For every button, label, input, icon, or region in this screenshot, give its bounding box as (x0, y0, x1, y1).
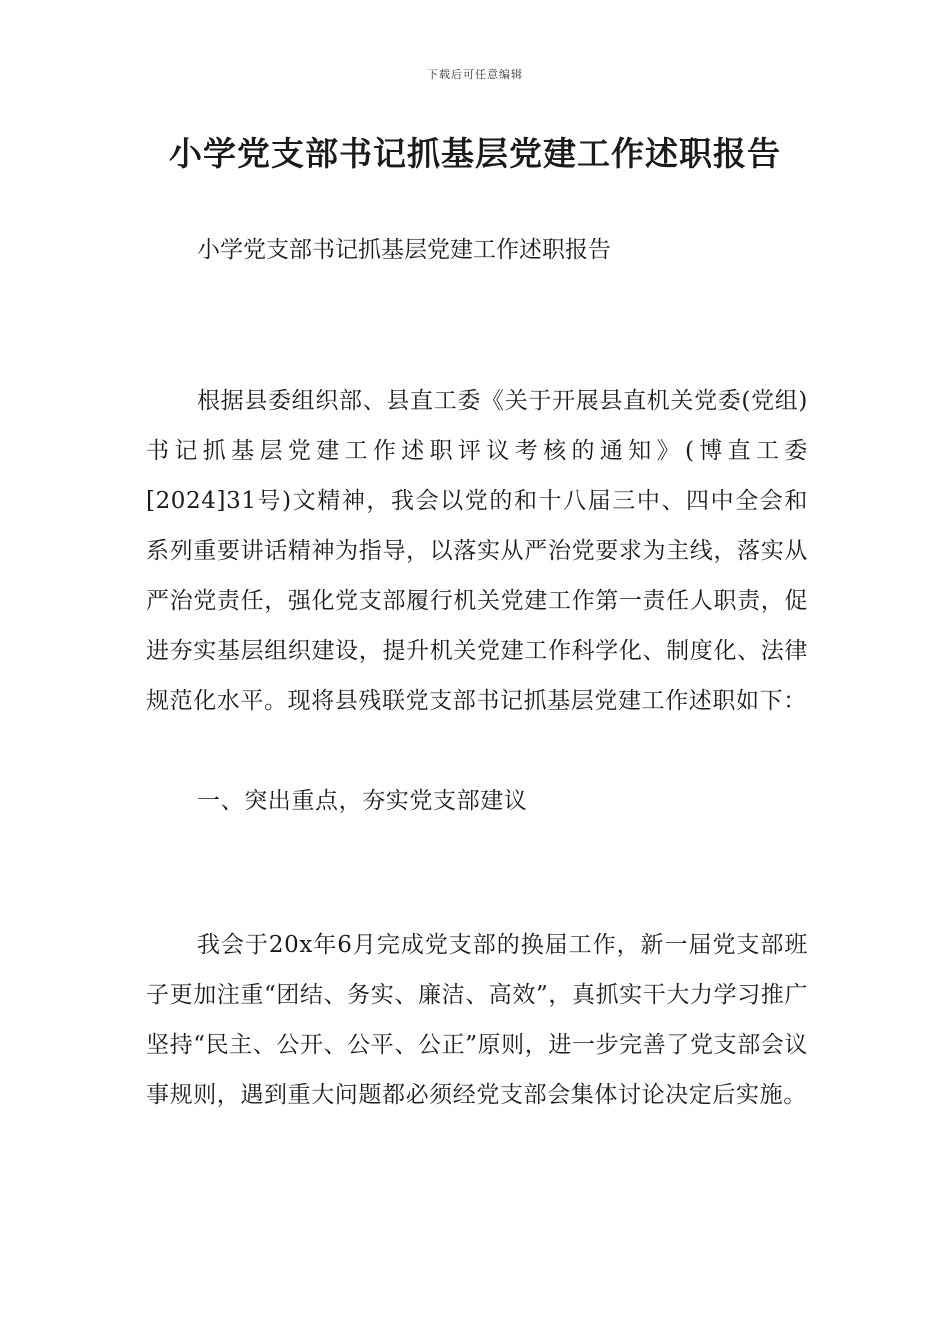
paragraph-section-1: 我会于20x年6月完成党支部的换届工作，新一届党支部班子更加注重“团结、务实、廉洁、高效”，真抓实干大力学习推广坚持“民主、公开、公平、公正”原则，进一步完善了党支部会议事规则，遇到重大问题都必须经党支部会集体讨论决定后实施。 (146, 932, 808, 1108)
section-heading-1: 一、突出重点，夯实党支部建议 (197, 788, 528, 814)
document-subtitle: 小学党支部书记抓基层党建工作述职报告 (197, 237, 611, 263)
header-note: 下载后可任意编辑 (427, 68, 523, 81)
paragraph-intro: 根据县委组织部、县直工委《关于开展县直机关党委(党组)书记抓基层党建工作述职评议考核的通知》(博直工委[2024]31号)文精神，我会以党的和十八届三中、四中全会和系列重要讲话精神为指导，以落实从严治党要求为主线，落实从严治党责任，强化党支部履行机关党建工作第一责任人职责，促进夯实基层组织建设，提升机关党建工作科学化、制度化、法律规范化水平。现将县残联党支部书记抓基层党建工作述职如下： (146, 388, 808, 714)
document-title: 小学党支部书记抓基层党建工作述职报告 (169, 134, 781, 173)
